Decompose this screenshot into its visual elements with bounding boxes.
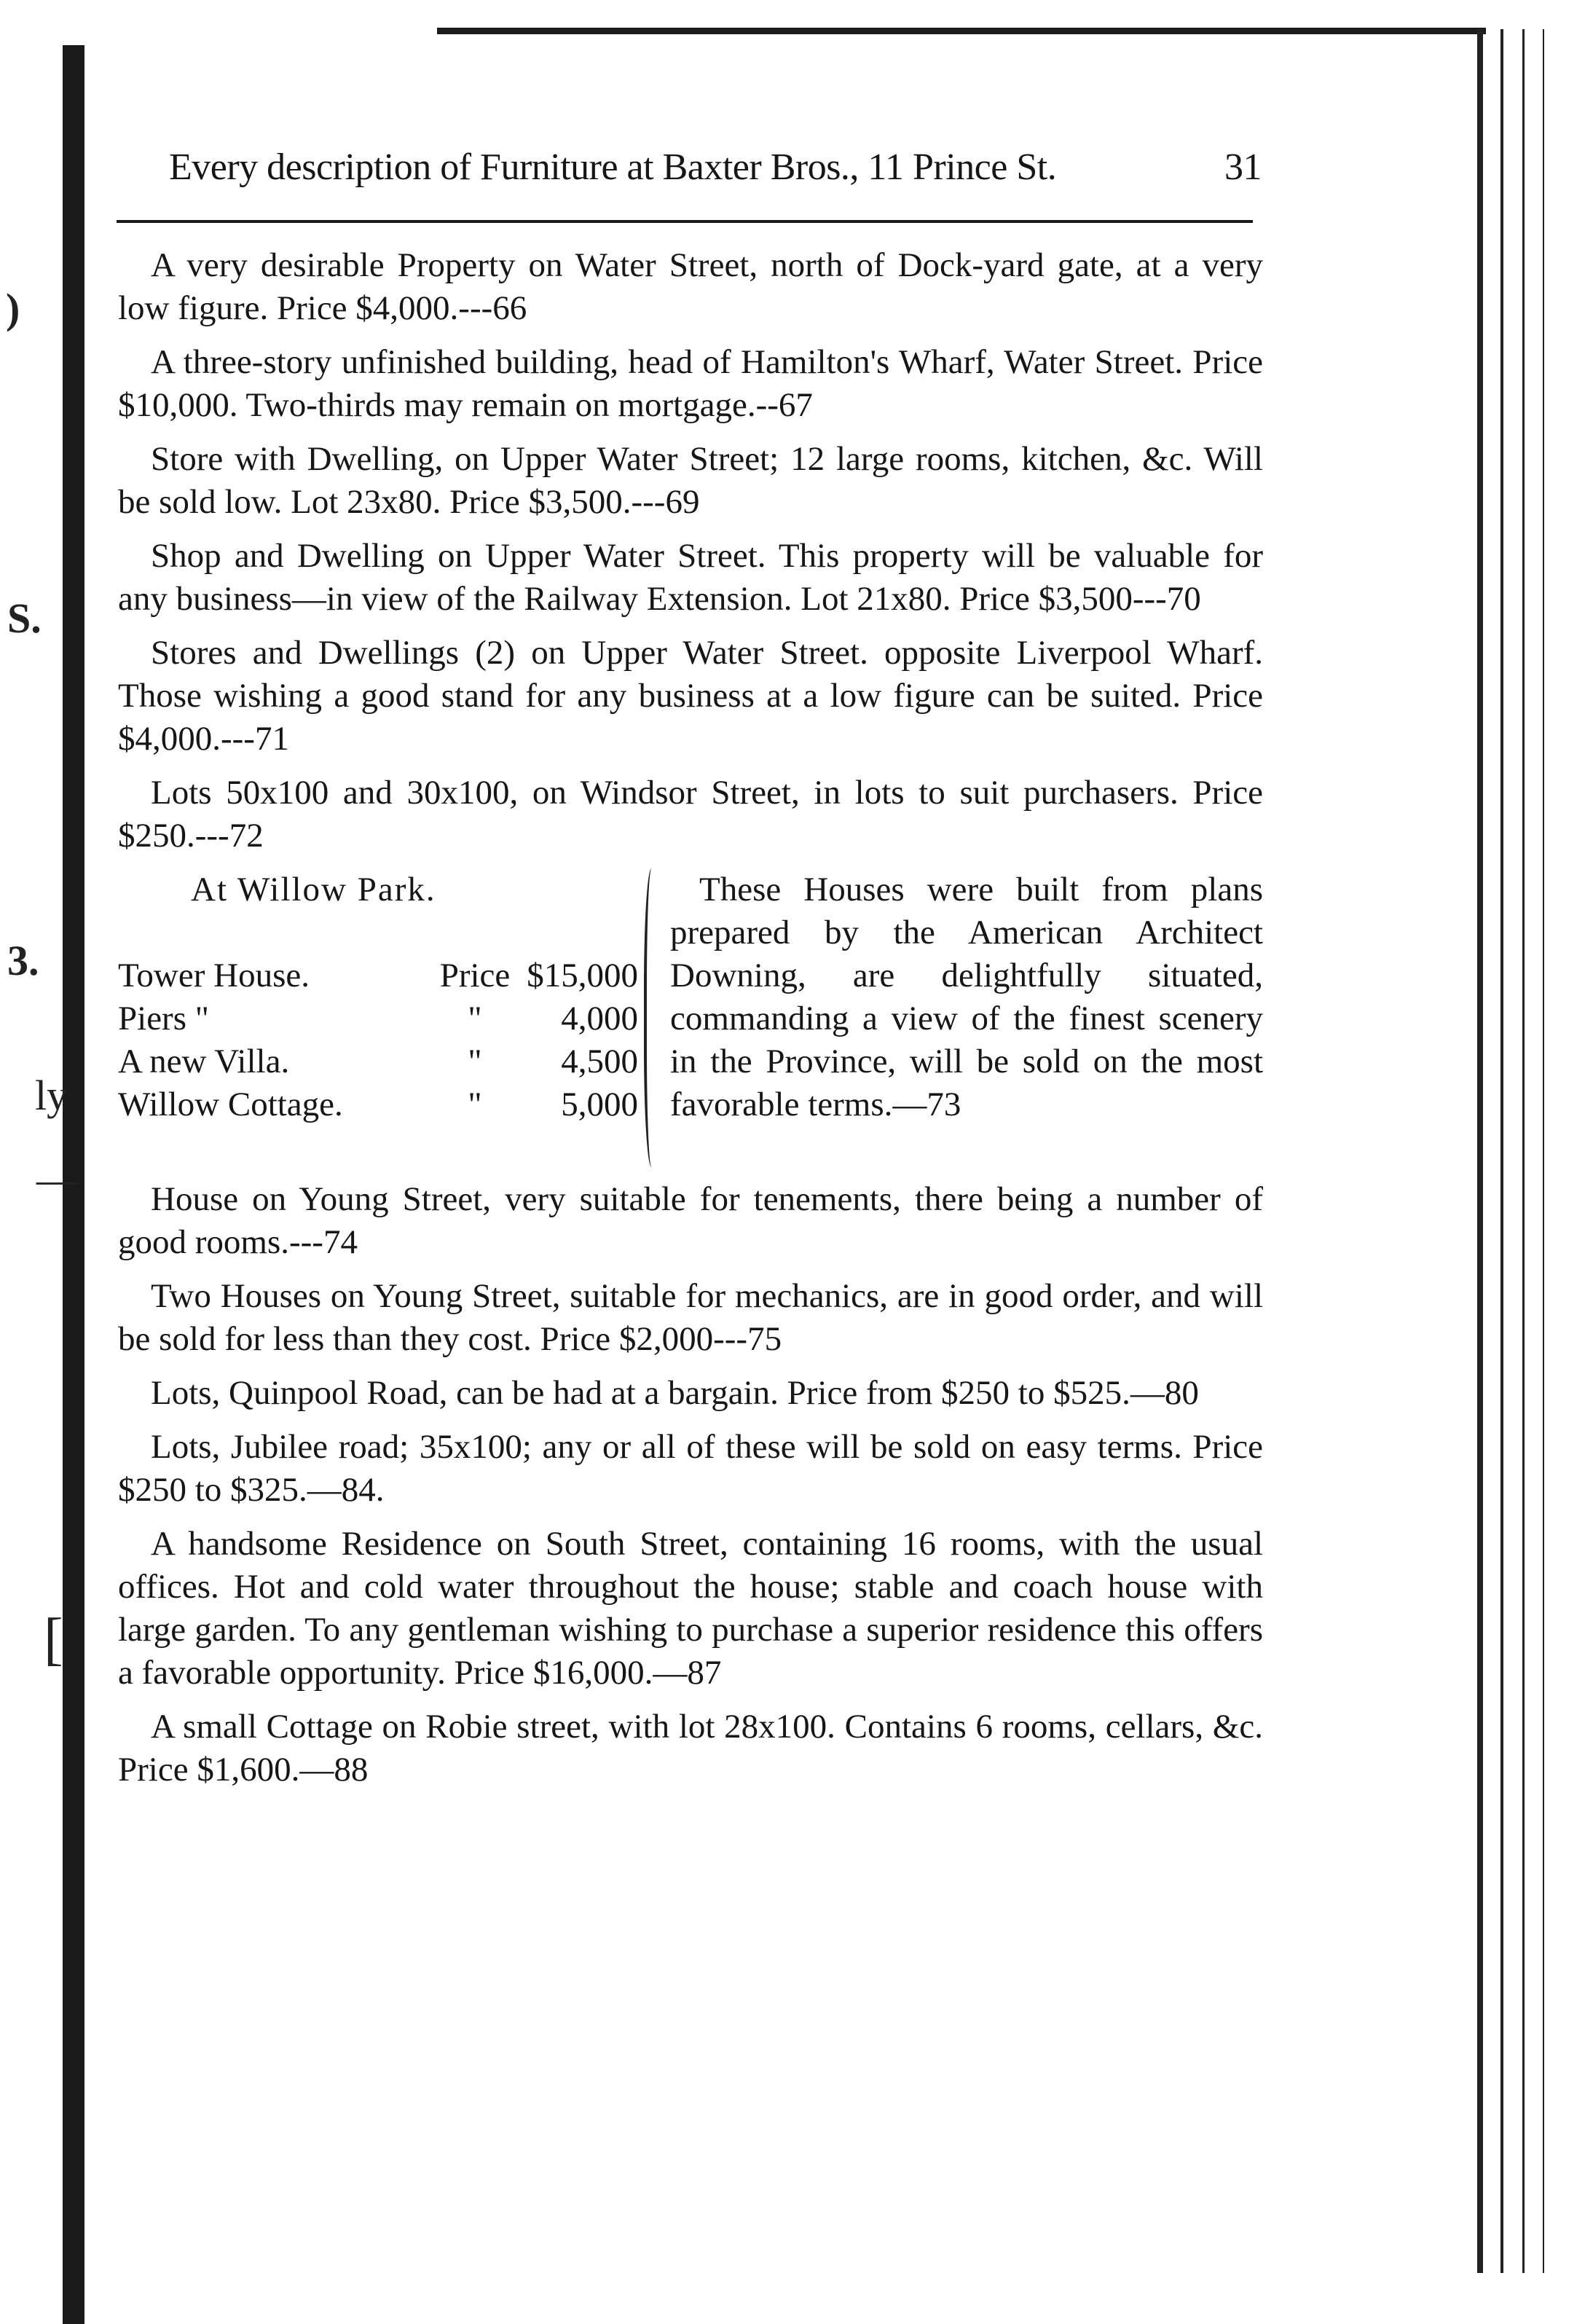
right-edge-rule xyxy=(1522,29,1525,2273)
listing-84: Lots, Jubilee road; 35x100; any or all of these will be sold on easy terms. Price $250 to $325.—84. xyxy=(118,1428,1263,1509)
listing-72: Lots 50x100 and 30x100, on Windsor Street, in lots to suit purchasers. Price $250.---72 xyxy=(118,774,1263,855)
house-price: 5,000 xyxy=(561,1086,638,1123)
right-edge-rule xyxy=(1477,29,1483,2273)
house-price: 4,500 xyxy=(561,1043,638,1080)
house-name: A new Villa. xyxy=(118,1043,290,1080)
header-rule xyxy=(117,220,1253,223)
listing-87: A handsome Residence on South Street, containing 16 rooms, with the usual offices. Hot and cold water throughout the house; stable and coach house with large garden. To any gentleman wishing to purchase a superior residence this offers a favorable opportunity. Price $16,000.—87 xyxy=(118,1525,1263,1692)
listing-74: House on Young Street, very suitable for tenements, there being a number of good rooms.---74 xyxy=(118,1180,1263,1261)
margin-fragment: — xyxy=(36,1155,79,1203)
margin-fragment: S. xyxy=(7,594,42,642)
listings-column xyxy=(118,244,1263,1802)
listing-75: Two Houses on Young Street, suitable for mechanics, are in good order, and will be sold for less than they cost. Price $2,000---75 xyxy=(118,1277,1263,1358)
willow-house-row xyxy=(118,1083,644,1126)
running-header xyxy=(169,146,1262,189)
willow-park-description: These Houses were built from plans prepared by the American Architect Downing, are delightfully situated, commanding a view of the finest scenery in the Province, will be sold on the most favorable terms.—73 xyxy=(670,871,1263,1123)
right-edge-rule xyxy=(1500,29,1503,2273)
house-price-label: " xyxy=(468,1086,482,1123)
margin-fragment: ly xyxy=(35,1072,68,1119)
house-price: 4,000 xyxy=(561,1000,638,1037)
willow-house-row xyxy=(118,997,644,1040)
curly-brace xyxy=(644,868,663,1167)
willow-house-row xyxy=(118,1040,644,1083)
house-price-label: " xyxy=(468,1043,482,1080)
listing-88: A small Cottage on Robie street, with lot 28x100. Contains 6 rooms, cellars, &c. Price $1,600.—88 xyxy=(118,1708,1263,1789)
margin-fragment: [ xyxy=(44,1607,63,1671)
binding-gutter xyxy=(0,0,117,2324)
house-name: Tower House. xyxy=(118,957,310,994)
house-price-label: Price xyxy=(439,957,511,994)
right-edge-rule xyxy=(1543,29,1544,2273)
listing-71: Stores and Dwellings (2) on Upper Water Street. opposite Liverpool Wharf. Those wishing a good stand for any business at a low figure can be suited. Price $4,000.---71 xyxy=(118,634,1263,758)
house-name: Willow Cottage. xyxy=(118,1086,343,1123)
house-price: $15,000 xyxy=(527,957,638,994)
margin-fragment: 3. xyxy=(7,937,39,984)
house-price-label: " xyxy=(468,1000,482,1037)
willow-park-block xyxy=(118,868,1263,1167)
listing-70: Shop and Dwelling on Upper Water Street. This property will be valuable for any business—in view of the Railway Extension. Lot 21x80. Price $3,500---70 xyxy=(118,537,1263,618)
listing-66: A very desirable Property on Water Street, north of Dock-yard gate, at a very low figure. Price $4,000.---66 xyxy=(118,246,1263,327)
willow-house-row xyxy=(118,954,644,997)
page-number: 31 xyxy=(1224,146,1262,188)
listing-67: A three-story unfinished building, head of Hamilton's Wharf, Water Street. Price $10,000. Two-thirds may remain on mortgage.--67 xyxy=(118,343,1263,424)
willow-park-heading: At Willow Park. xyxy=(191,871,436,908)
header-title: Every description of Furniture at Baxter Bros., 11 Prince St. xyxy=(169,146,1057,188)
listing-69: Store with Dwelling, on Upper Water Street; 12 large rooms, kitchen, &c. Will be sold low. Lot 23x80. Price $3,500.---69 xyxy=(118,440,1263,521)
willow-park-price-list xyxy=(118,868,644,1167)
margin-fragment: ) xyxy=(6,285,20,332)
top-edge-rule xyxy=(437,28,1486,34)
house-name: Piers " xyxy=(118,1000,209,1037)
listing-80: Lots, Quinpool Road, can be had at a bargain. Price from $250 to $525.—80 xyxy=(151,1374,1199,1412)
